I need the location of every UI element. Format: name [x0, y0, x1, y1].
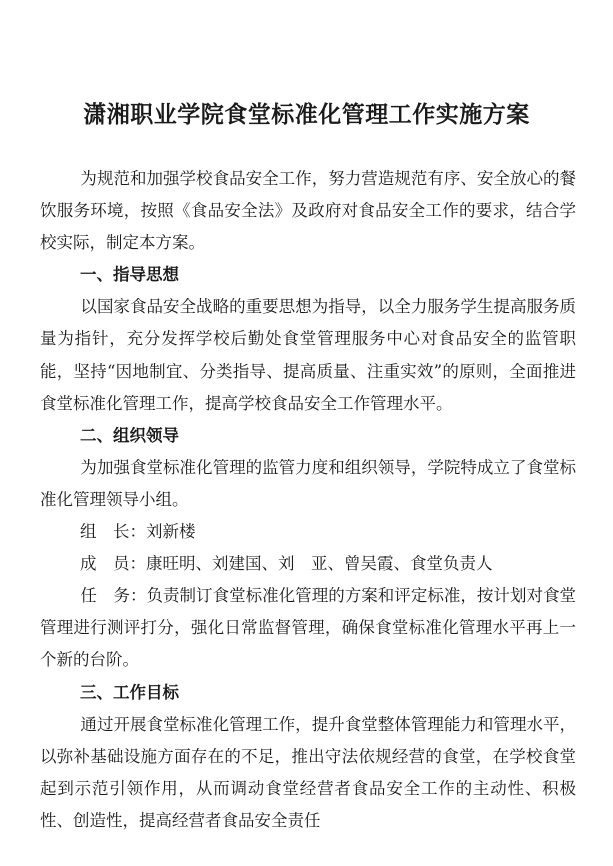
section-heading-work-goals: 三、工作目标 — [80, 682, 179, 702]
group-members-line: 成 员：康旺明、刘建国、刘 亚、曾吴霞、食堂负责人 — [80, 554, 493, 574]
section-heading-guiding-ideology: 一、指导思想 — [80, 265, 179, 285]
document-body — [40, 163, 576, 837]
group-duty-paragraph: 任 务：负责制订食堂标准化管理的方案和评定标准，按计划对食堂管理进行测评打分，强化日常监督管理，确保食堂标准化管理水平再上一个新的台阶。 — [40, 586, 576, 670]
section-paragraph-organization: 为加强食堂标准化管理的监管力度和组织领导，学院特成立了食堂标准化管理领导小组。 — [40, 457, 576, 509]
section-paragraph-work-goals: 通过开展食堂标准化管理工作，提升食堂整体管理能力和管理水平，以弥补基础设施方面存在的不足，推出守法依规经营的食堂，在学校食堂起到示范引领作用，从而调动食堂经营者食品安全工作的主动性、积极性、创造性，提高经营者食品安全责任 — [40, 714, 576, 830]
section-heading-organization: 二、组织领导 — [80, 425, 179, 445]
group-leader-line: 组 长：刘新楼 — [80, 522, 196, 542]
section-paragraph-guiding-ideology: 以国家食品安全战略的重要思想为指导，以全力服务学生提高服务质量为指针，充分发挥学校后勤处食堂管理服务中心对食品安全的监管职能，坚持“因地制宜、分类指导、提高质量、注重实效”的原则，全面推进食堂标准化管理工作，提高学校食品安全工作管理水平。 — [40, 297, 576, 413]
document-title: 潇湘职业学院食堂标准化管理工作实施方案 — [83, 102, 530, 128]
intro-paragraph: 为规范和加强学校食品安全工作，努力营造规范有序、安全放心的餐饮服务环境，按照《食品安全法》及政府对食品安全工作的要求，结合学校实际，制定本方案。 — [40, 169, 576, 253]
